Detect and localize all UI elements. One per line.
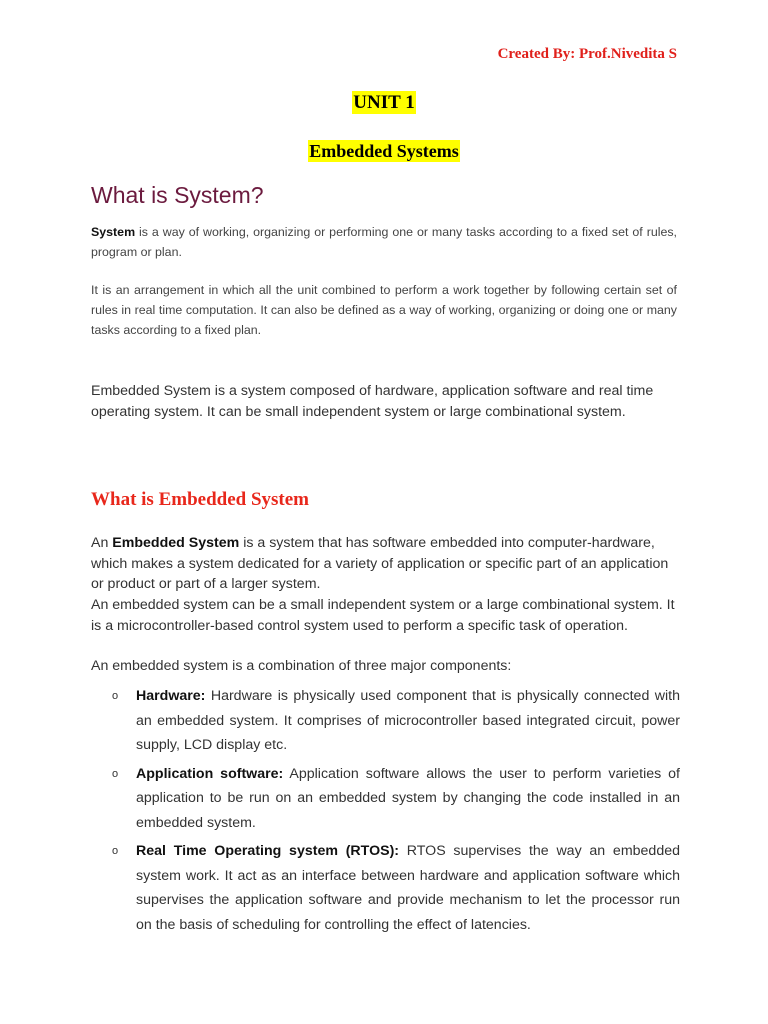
embedded-system-intro-paragraph: Embedded System is a system composed of hardware, application software and real time operating system. It can be small independent system or large combinational system. <box>91 383 654 420</box>
system-definition-paragraph <box>91 222 677 262</box>
list-item-rtos <box>112 839 680 937</box>
subject-title-text: Embedded Systems <box>309 141 459 161</box>
system-term: System <box>91 225 136 239</box>
created-by-credit: Created By: Prof.Nivedita S <box>497 46 677 62</box>
components-list <box>112 684 680 937</box>
list-item-text: RTOS supervises the way an embedded system work. It act as an interface between hardware and application software which supervises the application software and provide mechanism to let the processor run on the basis of scheduling for controlling the effect of latencies. <box>136 843 680 933</box>
unit-title-text: UNIT 1 <box>353 92 415 113</box>
components-intro-paragraph: An embedded system is a combination of three major components: <box>91 658 512 674</box>
subject-title <box>0 141 768 162</box>
embedded-system-definition-paragraph <box>91 533 681 595</box>
list-item-application-software <box>112 762 680 836</box>
list-item-term: Application software: <box>136 765 284 782</box>
unit-title <box>0 92 768 114</box>
what-is-embedded-system-heading: What is Embedded System <box>91 489 309 510</box>
embedded-system-term: Embedded System <box>112 535 240 551</box>
system-definition-text: is a way of working, organizing or performing one or many tasks according to a fixed set of rules, program or plan. <box>91 225 677 259</box>
embedded-system-scope-paragraph: An embedded system can be a small independent system or a large combinational system. It is a microcontroller-based control system used to perform a specific task of operation. <box>91 597 675 634</box>
definition-prefix: An <box>91 535 113 551</box>
bullet-icon: o <box>112 690 119 702</box>
list-item-hardware <box>112 684 680 758</box>
list-item-text: Hardware is physically used component that is physically connected with an embedded system. It comprises of microcontroller based integrated circuit, power supply, LCD display etc. <box>136 688 680 753</box>
system-arrangement-paragraph: It is an arrangement in which all the unit combined to perform a work together by following certain set of rules in real time computation. It can also be defined as a way of working, organizing or doing one or many tasks according to a fixed plan. <box>91 283 677 337</box>
bullet-icon: o <box>112 767 119 780</box>
list-item-term: Real Time Operating system (RTOS): <box>136 843 400 859</box>
list-item-text: Application software allows the user to perform varieties of application to be run on an embedded system by changing the code installed in an embedded system. <box>136 765 680 831</box>
what-is-system-heading: What is System? <box>91 182 264 208</box>
list-item-term: Hardware: <box>136 688 206 704</box>
bullet-icon: o <box>112 845 119 857</box>
definition-text: is a system that has software embedded into computer-hardware, which makes a system dedicated for a variety of application or specific part of an application or product or part of a larger system. <box>91 535 669 592</box>
